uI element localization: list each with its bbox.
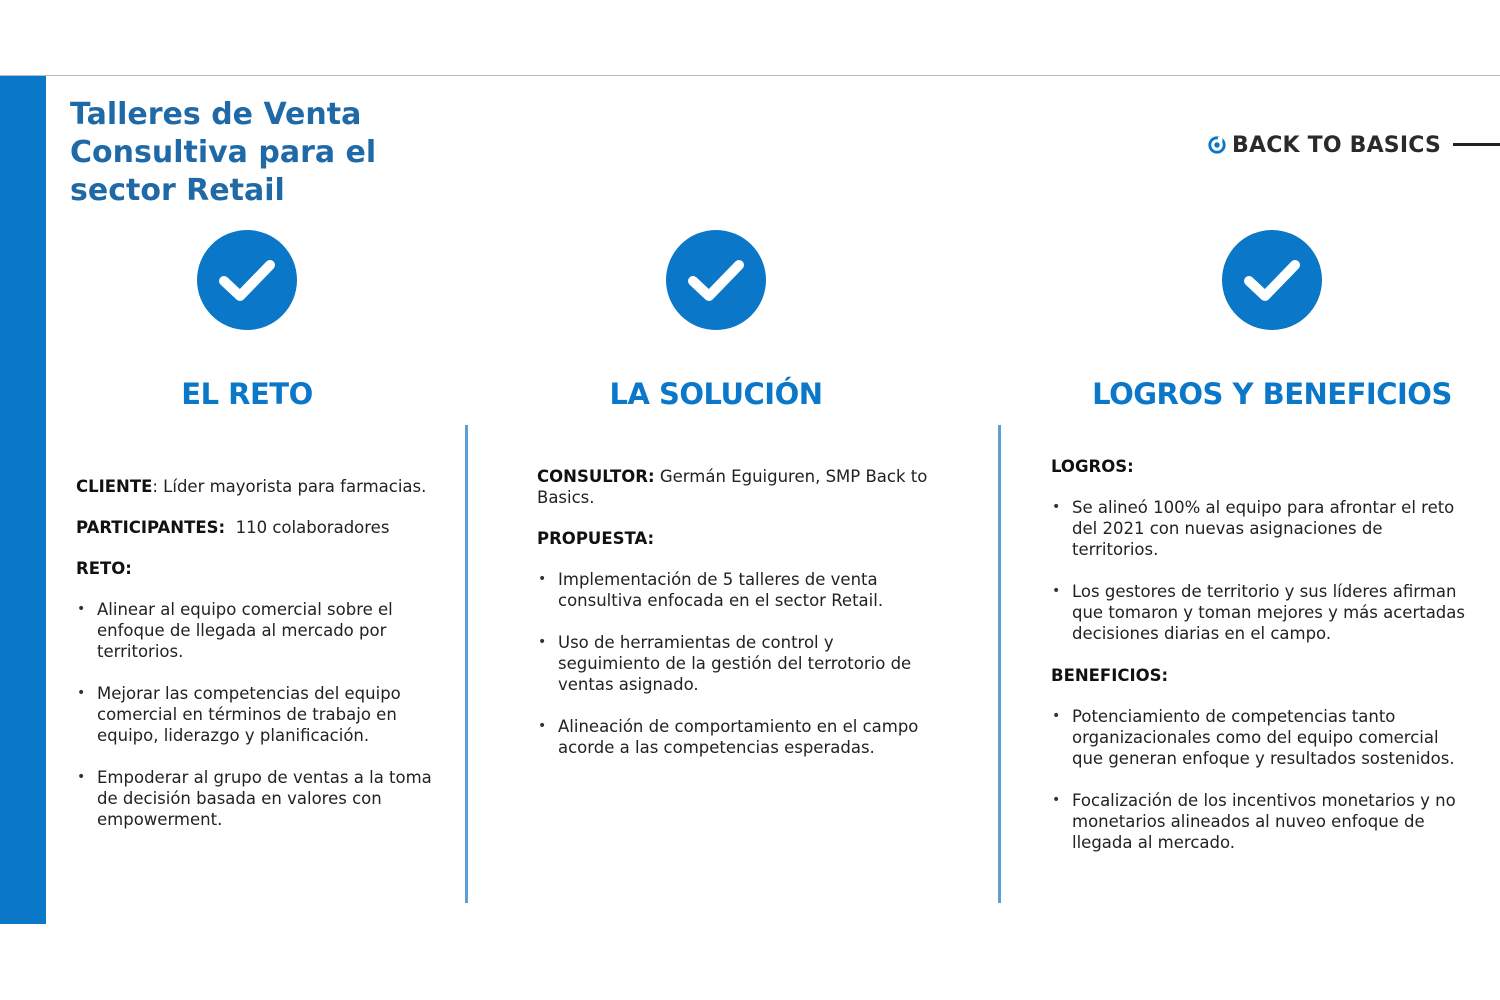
participantes-value: 110 colaboradores — [235, 518, 390, 537]
brand-logo — [1208, 130, 1441, 160]
column-divider — [465, 425, 468, 903]
column-logros — [1051, 456, 1471, 874]
list-item: • Uso de herramientas de control y seguimiento de la gestión del terrotorio de ventas asignado. — [537, 632, 937, 695]
participantes-label: PARTICIPANTES: — [76, 518, 226, 537]
consultor-label: CONSULTOR: — [537, 467, 655, 486]
cliente-value: : Líder mayorista para farmacias. — [152, 477, 427, 496]
propuesta-list — [537, 569, 937, 758]
beneficios-list — [1051, 706, 1471, 853]
consultor-line — [537, 466, 937, 508]
heading-el-reto: EL RETO — [181, 377, 313, 411]
cliente-label: CLIENTE — [76, 477, 153, 496]
checkmark-icon — [197, 230, 297, 330]
column-solucion — [537, 466, 937, 779]
page-title — [70, 96, 410, 210]
propuesta-label: PROPUESTA: — [537, 529, 655, 548]
brand-underline — [1453, 143, 1500, 146]
top-rule — [0, 75, 1500, 76]
checkmark-icon — [666, 230, 766, 330]
column-reto — [76, 476, 436, 851]
title-line: sector Retail — [70, 173, 285, 208]
title-line: Talleres de Venta — [70, 97, 362, 132]
reto-label: RETO: — [76, 559, 132, 578]
logros-list — [1051, 497, 1471, 644]
title-line: Consultiva para el — [70, 135, 377, 170]
list-item: • Los gestores de territorio y sus líderes afirman que tomaron y toman mejores y más acertadas decisiones diarias en el campo. — [1051, 581, 1471, 644]
checkmark-icon — [1222, 230, 1322, 330]
brand-name: BACK TO BASICS — [1232, 132, 1442, 158]
list-item: • Alineación de comportamiento en el campo acorde a las competencias esperadas. — [537, 716, 937, 758]
consultor-value: Germán Eguiguren, SMP Back to Basics. — [537, 467, 928, 507]
list-item: • Focalización de los incentivos monetarios y no monetarios alineados al nuveo enfoque de llegada al mercado. — [1051, 790, 1471, 853]
logros-label: LOGROS: — [1051, 457, 1134, 476]
list-item: • Empoderar al grupo de ventas a la toma de decisión basada en valores con empowerment. — [76, 767, 436, 830]
list-item: • Se alineó 100% al equipo para afrontar el reto del 2021 con nuevas asignaciones de territorios. — [1051, 497, 1471, 560]
list-item: • Mejorar las competencias del equipo comercial en términos de trabajo en equipo, liderazgo y planificación. — [76, 683, 436, 746]
beneficios-label: BENEFICIOS: — [1051, 666, 1169, 685]
heading-logros-beneficios: LOGROS Y BENEFICIOS — [1092, 377, 1452, 411]
list-item: • Alinear al equipo comercial sobre el enfoque de llegada al mercado por territorios. — [76, 599, 436, 662]
list-item: • Implementación de 5 talleres de venta consultiva enfocada en el sector Retail. — [537, 569, 937, 611]
participantes-line — [76, 517, 436, 538]
cliente-line — [76, 476, 436, 497]
heading-la-solucion: LA SOLUCIÓN — [609, 377, 823, 411]
left-accent-bar — [0, 76, 46, 924]
column-divider — [998, 425, 1001, 903]
list-item: • Potenciamiento de competencias tanto organizacionales como del equipo comercial que generan enfoque y resultados sostenidos. — [1051, 706, 1471, 769]
brand-logo-icon — [1208, 136, 1226, 154]
reto-list — [76, 599, 436, 830]
